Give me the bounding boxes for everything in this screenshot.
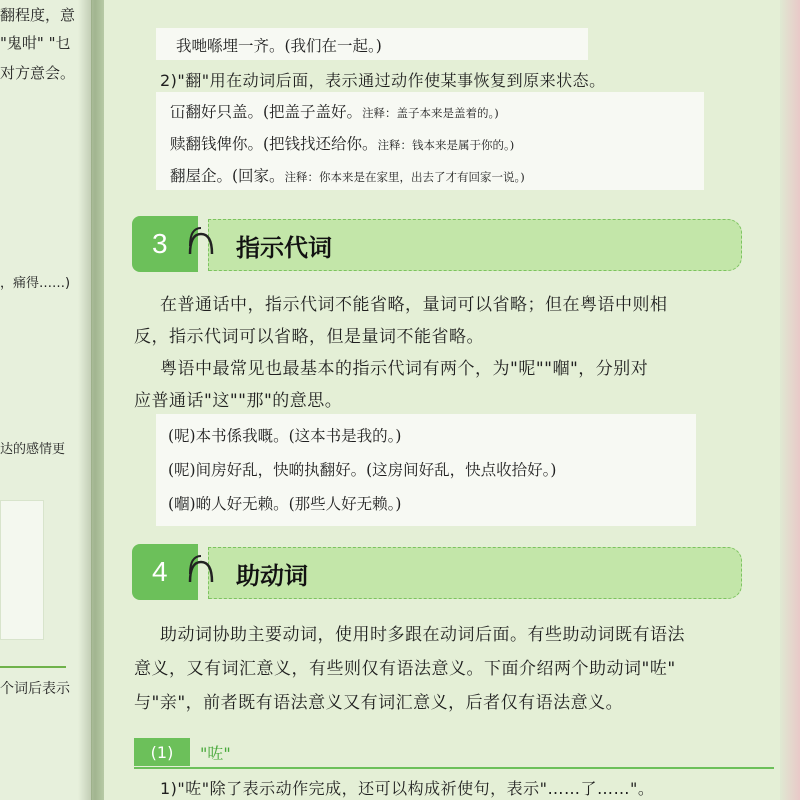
paragraph-line: 在普通话中，指示代词不能省略，量词可以省略；但在粤语中则相	[160, 295, 668, 315]
right-page	[104, 0, 780, 800]
example-line: 冚翻好只盖。(把盖子盖好。注释：盖子本来是盖着的。)	[170, 103, 499, 121]
left-text-fragment: "鬼咁" "乜	[0, 34, 71, 52]
left-text-fragment: 达的感情更	[0, 442, 66, 457]
section-number: 4	[132, 544, 198, 600]
example-line: 翻屋企。(回家。注释：你本来是在家里，出去了才有回家一说。)	[170, 167, 525, 185]
subsection-number: (1)	[134, 738, 190, 766]
section-title: 助动词	[236, 562, 308, 590]
page-edge	[780, 0, 800, 800]
rule-2-text: 2)"翻"用在动词后面，表示通过动作使某事恢复到原来状态。	[160, 71, 606, 90]
example-line: (呢)本书係我嘅。(这本书是我的。)	[168, 427, 402, 445]
example-line: 我哋喺埋一齐。(我们在一起。)	[176, 37, 382, 55]
paragraph-line: 意义，又有词汇意义，有些则仅有语法意义。下面介绍两个助动词"咗"	[134, 659, 676, 679]
section-number: 3	[132, 216, 198, 272]
left-text-fragment: 对方意会。	[0, 64, 76, 82]
left-text-fragment: 个词后表示	[0, 681, 70, 697]
example-line: (呢)间房好乱，快啲执翻好。(这房间好乱，快点收拾好。)	[168, 461, 557, 479]
paragraph-line: 反，指示代词可以省略，但是量词不能省略。	[134, 327, 484, 347]
left-example-box	[0, 500, 44, 640]
section-3-header	[104, 216, 780, 272]
section-title: 指示代词	[236, 234, 332, 262]
example-line: (嗰)啲人好无赖。(那些人好无赖。)	[168, 495, 402, 513]
subsection-1-header	[134, 738, 774, 768]
paragraph-line: 粤语中最常见也最基本的指示代词有两个，为"呢""嗰"，分别对	[160, 359, 649, 379]
left-text-fragment: ，痛得……)	[0, 276, 71, 291]
subsection-line: 1)"咗"除了表示动作完成，还可以构成祈使句，表示"……了……"。	[160, 779, 655, 798]
left-text-fragment: 翻程度，意	[0, 6, 76, 24]
paragraph-line: 助动词协助主要动词，使用时多跟在动词后面。有些助动词既有语法	[160, 625, 685, 645]
binder-ring-icon	[186, 224, 216, 264]
paragraph-line: 与"亲"，前者既有语法意义又有词汇意义，后者仅有语法意义。	[134, 693, 624, 713]
example-line: 赎翻钱俾你。(把钱找还给你。注释：钱本来是属于你的。)	[170, 135, 515, 153]
binder-ring-icon	[186, 552, 216, 592]
subsection-title: "咗"	[200, 744, 231, 763]
subsection-rule	[134, 767, 774, 769]
left-divider	[0, 666, 66, 668]
paragraph-line: 应普通话"这""那"的意思。	[134, 391, 343, 411]
section-4-header	[104, 544, 780, 600]
